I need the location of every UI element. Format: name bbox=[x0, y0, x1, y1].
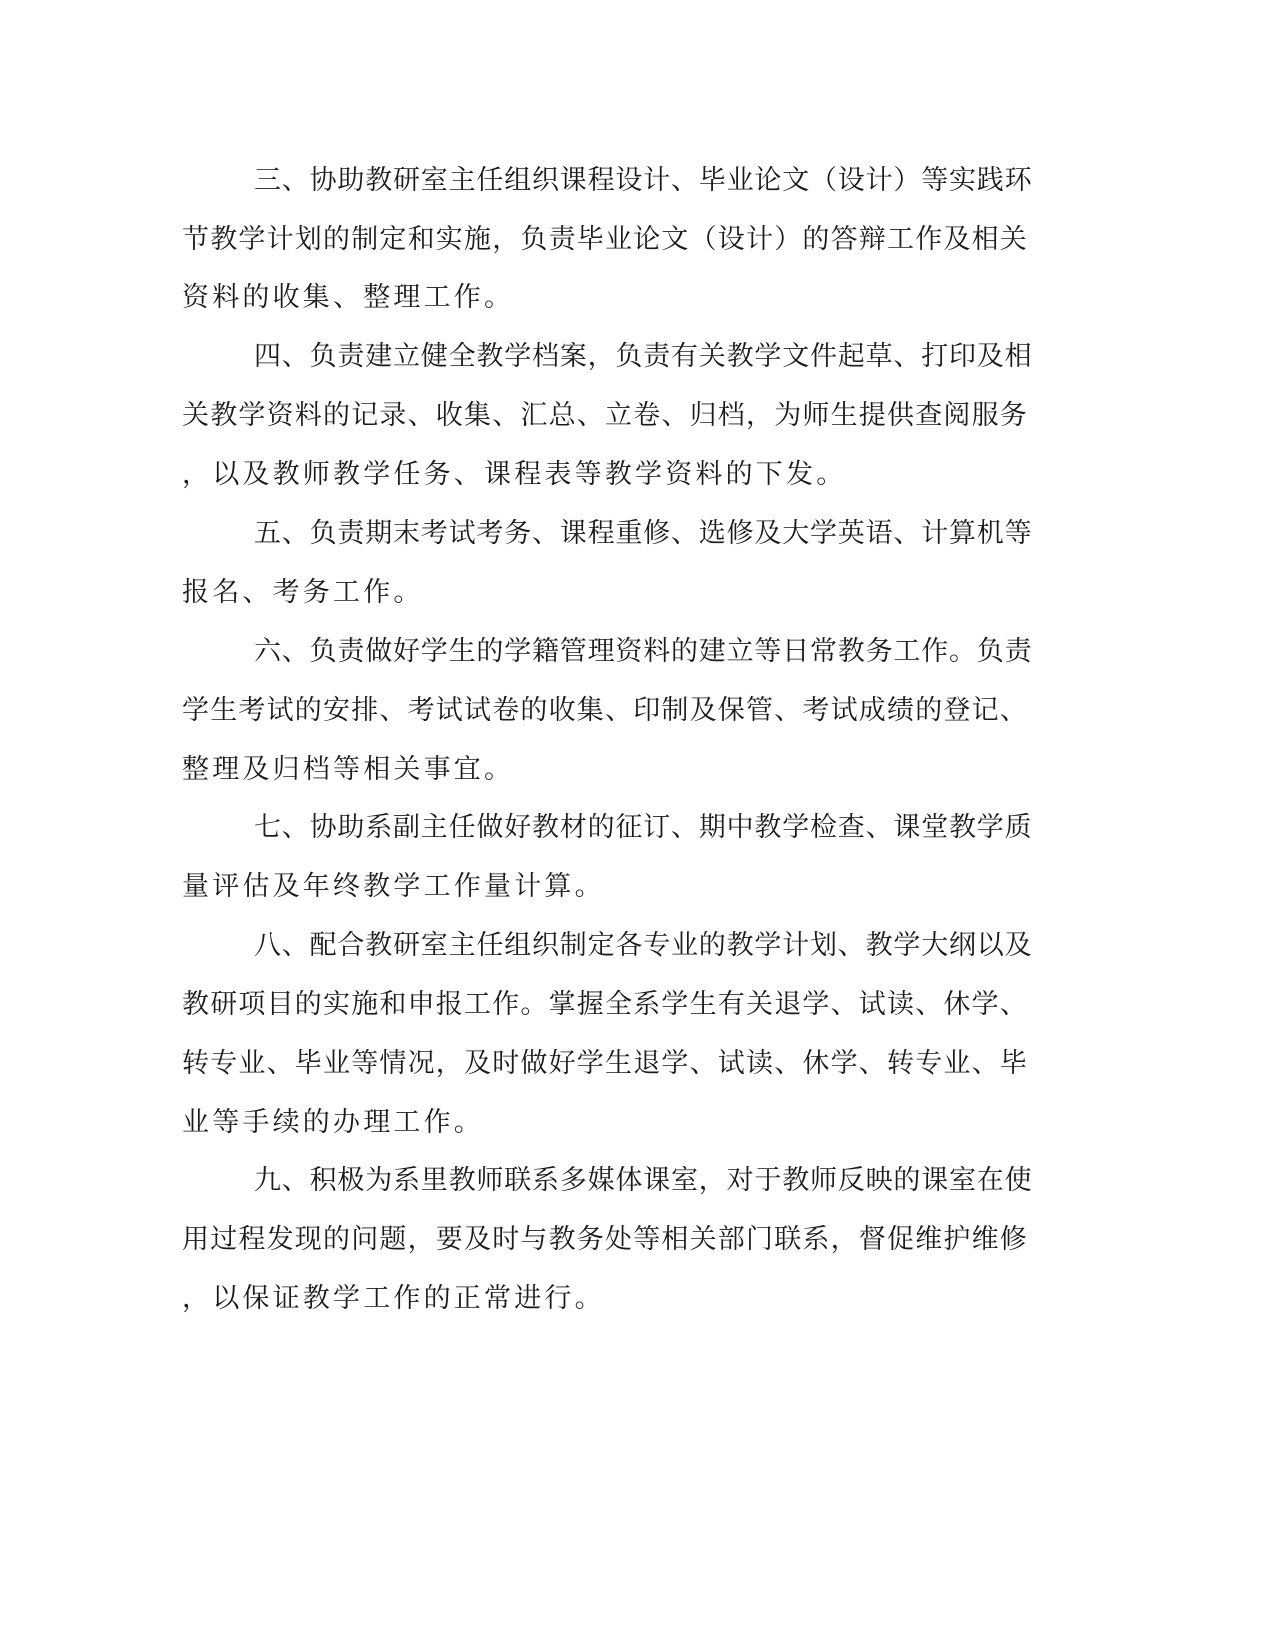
paragraph-3-line-1: 三、协助教研室主任组织课程设计、毕业论文（设计）等实践环 bbox=[254, 165, 1033, 196]
paragraph-6-line-1: 六、负责做好学生的学籍管理资料的建立等日常教务工作。负责 bbox=[254, 636, 1033, 667]
paragraph-5-line-2: 报名、考务工作。 bbox=[182, 577, 424, 608]
paragraph-8-line-2: 教研项目的实施和申报工作。掌握全系学生有关退学、试读、休学、 bbox=[182, 989, 1028, 1020]
paragraph-7-line-2: 量评估及年终教学工作量计算。 bbox=[182, 871, 605, 902]
paragraph-4-line-1: 四、负责建立健全教学档案，负责有关教学文件起草、打印及相 bbox=[254, 341, 1033, 372]
paragraph-3-line-2: 节教学计划的制定和实施，负责毕业论文（设计）的答辩工作及相关 bbox=[182, 224, 1028, 255]
paragraph-8-line-3: 转专业、毕业等情况，及时做好学生退学、试读、休学、转专业、毕 bbox=[182, 1048, 1028, 1079]
paragraph-9-line-2: 用过程发现的问题，要及时与教务处等相关部门联系，督促维护维修 bbox=[182, 1224, 1028, 1255]
paragraph-6-line-2: 学生考试的安排、考试试卷的收集、印制及保管、考试成绩的登记、 bbox=[182, 695, 1028, 726]
paragraph-4-line-3: ，以及教师教学任务、课程表等教学资料的下发。 bbox=[182, 459, 847, 490]
paragraph-5-line-1: 五、负责期末考试考务、课程重修、选修及大学英语、计算机等 bbox=[254, 518, 1033, 549]
paragraph-7-line-1: 七、协助系副主任做好教材的征订、期中教学检查、课堂教学质 bbox=[254, 812, 1033, 843]
paragraph-9-line-3: ，以保证教学工作的正常进行。 bbox=[182, 1283, 605, 1314]
paragraph-4-line-2: 关教学资料的记录、收集、汇总、立卷、归档，为师生提供查阅服务 bbox=[182, 400, 1028, 431]
paragraph-8-line-4: 业等手续的办理工作。 bbox=[182, 1107, 484, 1138]
paragraph-6-line-3: 整理及归档等相关事宜。 bbox=[182, 754, 515, 785]
paragraph-3-line-3: 资料的收集、整理工作。 bbox=[182, 282, 515, 313]
paragraph-9-line-1: 九、积极为系里教师联系多媒体课室，对于教师反映的课室在使 bbox=[254, 1165, 1033, 1196]
paragraph-8-line-1: 八、配合教研室主任组织制定各专业的教学计划、教学大纲以及 bbox=[254, 930, 1033, 961]
